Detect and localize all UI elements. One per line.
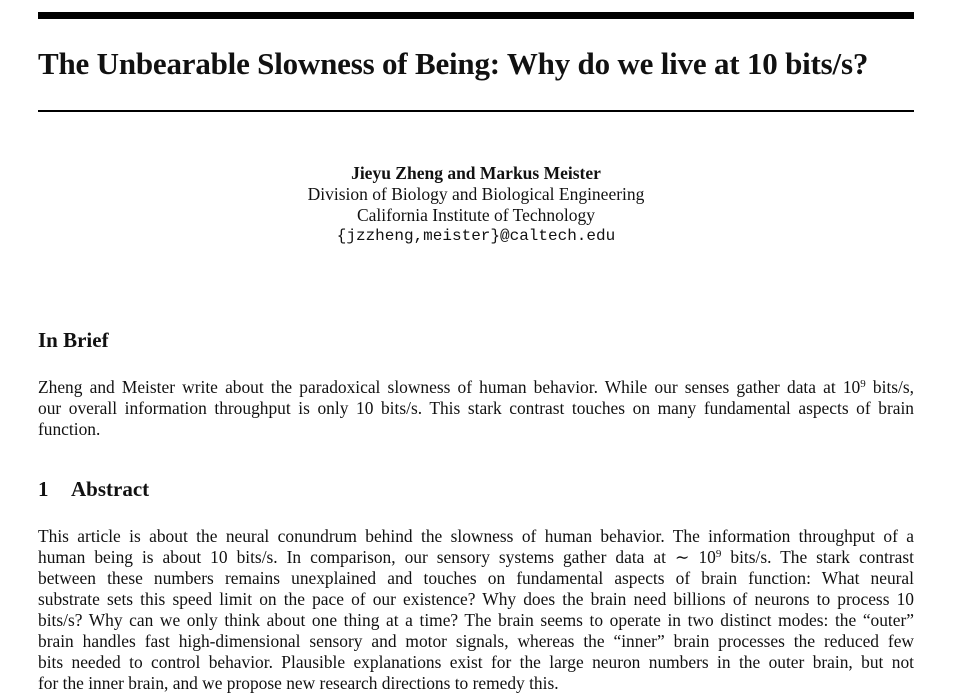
abstract-line: bits/s? Why can we only think about one thing at a time? The brain seems to operate in two distinct modes: the “outer” xyxy=(38,610,914,630)
abstract-line: This article is about the neural conundrum behind the slowness of human behavior. The information throughput of a xyxy=(38,526,914,546)
author-division: Division of Biology and Biological Engineering xyxy=(307,184,645,204)
abstract-line: for the inner brain, and we propose new research directions to remedy this. xyxy=(38,673,559,693)
author-block xyxy=(38,163,914,247)
abstract-line xyxy=(38,547,914,568)
abstract-line: bits needed to control behavior. Plausible explanations exist for the large neuron numbers in the outer brain, but not xyxy=(38,652,914,672)
author-institution: California Institute of Technology xyxy=(356,205,596,225)
text-run: bits/s, xyxy=(865,377,914,397)
abstract-heading xyxy=(38,476,149,502)
paper-page xyxy=(38,0,914,700)
abstract-line: brain handles fast high-dimensional sensory and motor signals, whereas the “inner” brain processes the reduced few xyxy=(38,631,914,651)
text-run: bits/s. The stark contrast xyxy=(721,547,915,567)
paper-title: The Unbearable Slowness of Being: Why do we live at 10 bits/s? xyxy=(38,46,869,81)
author-email: {jzzheng,meister}@caltech.edu xyxy=(336,227,616,245)
title-bottom-rule xyxy=(38,110,914,112)
abstract-line: between these numbers remains unexplained and touches on fundamental aspects of brain function: What neural xyxy=(38,568,914,588)
superscript: 9 xyxy=(715,548,722,560)
abstract-paragraph xyxy=(38,526,914,694)
superscript: 9 xyxy=(860,378,866,390)
in-brief-line: function. xyxy=(38,419,101,439)
in-brief-line xyxy=(38,377,914,398)
in-brief-line: our overall information throughput is only 10 bits/s. This stark contrast touches on many fundamental aspects of brain xyxy=(38,398,914,418)
in-brief-heading: In Brief xyxy=(38,328,109,352)
author-names: Jieyu Zheng and Markus Meister xyxy=(351,163,601,183)
section-title: Abstract xyxy=(71,477,150,501)
section-number: 1 xyxy=(38,477,49,501)
abstract-line: substrate sets this speed limit on the pace of our existence? Why does the brain need billions of neurons to process 10 xyxy=(38,589,914,609)
text-run: Zheng and Meister write about the paradoxical slowness of human behavior. While our senses gather data at 10 xyxy=(38,377,861,397)
text-run: human being is about 10 bits/s. In comparison, our sensory systems gather data at ∼ 10 xyxy=(38,547,716,567)
in-brief-paragraph xyxy=(38,377,914,440)
title-top-rule xyxy=(38,12,914,19)
